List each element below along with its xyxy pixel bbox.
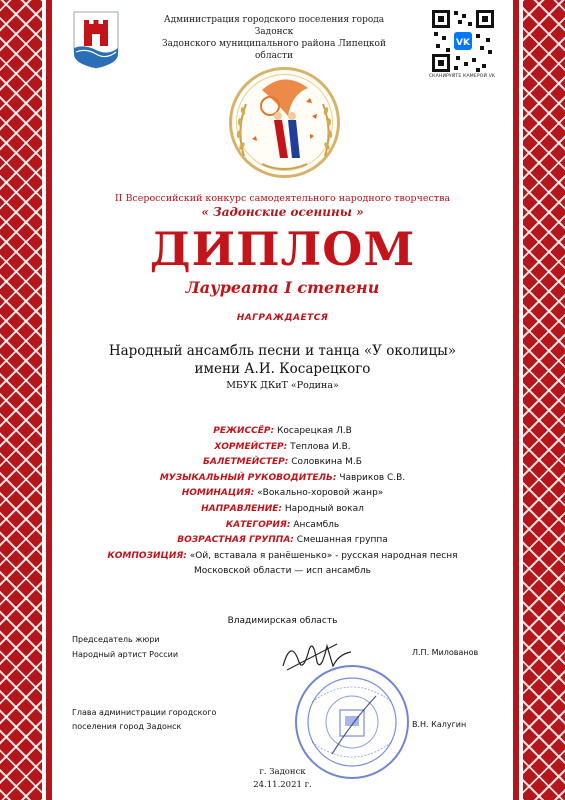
- detail-key: БАЛЕТМЕЙСТЕР:: [203, 457, 289, 468]
- footer-date: 24.11.2021 г.: [253, 780, 312, 790]
- contest-line-1: II Всероссийский конкурс самодеятельного народного творчества: [114, 193, 451, 204]
- detail-row: [62, 455, 503, 471]
- detail-key: НОМИНАЦИЯ:: [181, 488, 255, 499]
- detail-value: Косарецкая Л.В: [276, 426, 352, 436]
- detail-value: Чавриков С.В.: [339, 472, 406, 483]
- detail-row: [62, 549, 503, 565]
- detail-row: [62, 502, 503, 518]
- recipient-line-1: Народный ансамбль песни и танца «У околицы»: [108, 343, 457, 359]
- detail-row: [62, 518, 503, 534]
- recipient-line-3: МБУК ДКиТ «Родина»: [226, 380, 339, 391]
- detail-key: НАПРАВЛЕНИЕ:: [201, 503, 283, 514]
- detail-row: [62, 424, 503, 440]
- composition-continuation: Московской области — исп ансамбль: [194, 566, 371, 577]
- head-admin-name: В.Н. Калугин: [412, 720, 467, 729]
- jury-chair-name: Л.П. Милованов: [412, 648, 479, 657]
- diploma-title: ДИПЛОМ: [149, 222, 416, 276]
- head-admin-line-2: поселения город Задонск: [72, 722, 182, 731]
- left-ornament-border: [0, 0, 52, 800]
- svg-text:VK: VK: [456, 38, 470, 48]
- jury-chair-title: [72, 632, 178, 662]
- detail-key: РЕЖИССЁР:: [213, 426, 275, 436]
- header-line-1: Администрация городского поселения города Задонск: [163, 15, 385, 37]
- jury-chair-line-1: Председатель жюри: [72, 635, 160, 644]
- detail-value: Соловкина М.Б: [291, 457, 362, 468]
- recipient-line-2: имени А.И. Косарецкого: [194, 361, 371, 377]
- detail-value: Смешанная группа: [296, 535, 388, 546]
- detail-key: ВОЗРАСТНАЯ ГРУППА:: [177, 535, 294, 546]
- contest-title: [62, 192, 503, 220]
- recipient-block: [62, 342, 503, 394]
- official-stamp-icon: [292, 662, 412, 782]
- detail-key: МУЗЫКАЛЬНЫЙ РУКОВОДИТЕЛЬ:: [159, 472, 337, 483]
- header-line-2: Задонского муниципального района Липецкой области: [162, 39, 386, 61]
- detail-row: [62, 471, 503, 487]
- detail-value: «Вокально-хоровой жанр»: [257, 488, 384, 499]
- head-admin-line-1: Глава администрации городского: [72, 708, 217, 717]
- details-list: [62, 424, 503, 580]
- detail-value: Ансамбль: [293, 519, 340, 530]
- awarded-label: НАГРАЖДАЕТСЯ: [236, 313, 329, 323]
- head-admin-title: [72, 706, 216, 734]
- qr-code-icon[interactable]: [430, 8, 496, 74]
- contest-logo-icon: [222, 60, 347, 185]
- detail-row: [62, 440, 503, 456]
- contest-name: « Задонские осенины »: [201, 205, 364, 219]
- footer-city: г. Задонск: [259, 767, 306, 777]
- detail-key: КАТЕГОРИЯ:: [225, 519, 291, 530]
- jury-chair-line-2: Народный артист России: [72, 650, 179, 659]
- diploma-content: [62, 0, 503, 800]
- detail-key: ХОРМЕЙСТЕР:: [214, 441, 288, 452]
- detail-row: [62, 486, 503, 502]
- detail-key: КОМПОЗИЦИЯ:: [107, 550, 187, 561]
- laureate-degree: Лауреата I степени: [185, 278, 380, 297]
- detail-value: Теплова И.В.: [290, 441, 351, 452]
- detail-value: «Ой, вставала я ранёшенько» - русская народная песня: [189, 550, 458, 561]
- region-label: Владимирская область: [227, 616, 338, 626]
- footer: [62, 766, 503, 792]
- administration-header: [144, 14, 404, 62]
- qr-caption: СКАНИРУЙТЕ КАМЕРОЙ VK: [428, 74, 496, 79]
- coat-of-arms-icon: [72, 10, 120, 70]
- right-ornament-border: [513, 0, 565, 800]
- detail-row: [62, 533, 503, 549]
- detail-value: Народный вокал: [284, 503, 364, 514]
